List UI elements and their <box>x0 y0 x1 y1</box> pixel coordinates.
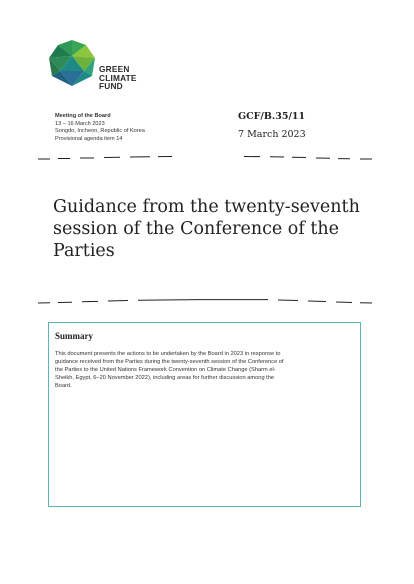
summary-line: guidance received from the Parties during the twenty-seventh session of the Conference of <box>55 359 284 366</box>
document-id: GCF/B.35/11 <box>238 111 306 122</box>
summary-box <box>48 322 361 507</box>
logo-wordmark <box>99 65 137 91</box>
document-title <box>53 196 363 262</box>
summary-line: the Parties to the United Nations Framework Convention on Climate Change (Sharm el- <box>55 367 276 374</box>
title-line-1: Guidance from the twenty-seventh <box>53 197 360 217</box>
title-line-2: session of the Conference of the <box>53 219 340 239</box>
meeting-title: Meeting of the Board <box>55 113 111 119</box>
green-climate-fund-globe-icon <box>46 38 98 90</box>
summary-line: This document presents the actions to be undertaken by the Board in 2023 in response to <box>55 351 281 357</box>
document-date: 7 March 2023 <box>238 129 306 140</box>
logo-line-fund: FUND <box>99 81 123 92</box>
meeting-location: Songdo, Incheon, Republic of Korea <box>55 128 145 135</box>
logo-line-climate: CLIMATE <box>99 72 137 83</box>
meeting-agenda-item: Provisional agenda item 14 <box>55 135 123 142</box>
top-divider <box>38 151 372 163</box>
summary-text <box>55 350 353 390</box>
meeting-dates: 13 – 16 March 2023 <box>55 120 105 127</box>
title-line-3: Parties <box>53 241 115 261</box>
bottom-divider <box>38 295 372 307</box>
summary-line: Sheikh, Egypt, 6–20 November 2022), including areas for further discussion among the <box>55 375 275 382</box>
meeting-info <box>55 113 145 143</box>
summary-heading: Summary <box>55 331 93 341</box>
summary-line: Board. <box>55 383 72 390</box>
logo-line-green: GREEN <box>99 64 130 74</box>
